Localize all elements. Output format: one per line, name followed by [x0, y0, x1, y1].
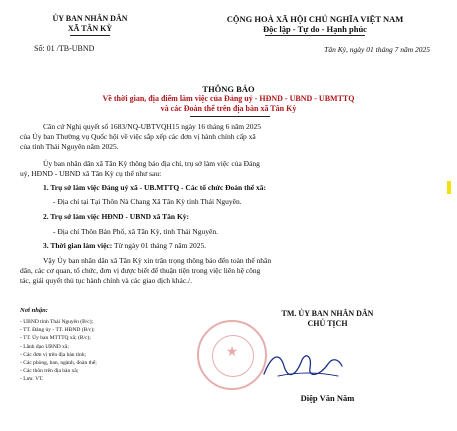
document-number: Số: 01 /TB-UBND: [34, 44, 95, 53]
issuer-org: ỦY BAN NHÂN DÂN: [52, 14, 128, 23]
body-p3-line3: tác, giải quyết thủ tục hành chính và các giao dịch khác./.: [20, 276, 193, 285]
body-p2-line1: Ủy ban nhân dân xã Tân Kỳ thông báo địa chỉ, trụ sở làm việc của Đảng: [43, 159, 260, 168]
body-p1-line3: của tỉnh Thái Nguyên năm 2025.: [20, 142, 119, 151]
issuer-underline: [70, 35, 110, 36]
highlight-mark: [447, 181, 451, 194]
recipient-item: - Các đơn vị trên địa bàn tỉnh;: [20, 351, 86, 358]
national-motto: Độc lập - Tự do - Hạnh phúc: [263, 24, 367, 34]
issuer-commune: XÃ TÂN KỲ: [67, 24, 113, 33]
body-p3-line1: Vậy Ủy ban nhân dân xã Tân Kỳ xin trân trọng thông báo đến toàn thể nhân: [43, 256, 272, 265]
item2-title: 2. Trụ sở làm việc HĐND - UBND xã Tân Kỳ:: [43, 212, 190, 221]
item3: [43, 241, 206, 250]
document-subject-line2: và các Đoàn thể trên địa bàn xã Tân Kỳ: [160, 104, 297, 113]
subject-underline: [190, 116, 270, 117]
item3-title: 3. Thời gian làm việc:: [43, 241, 113, 250]
body-p3-line2: dân, các cơ quan, tổ chức, đơn vị được biết để thuận tiện trong việc liên hệ công: [20, 266, 261, 275]
national-title: CỘNG HOÀ XÃ HỘI CHỦ NGHĨA VIỆT NAM: [226, 14, 404, 24]
body-p2-line2: uỷ, HĐND - UBND xã Tân Kỳ cụ thể như sau:: [20, 169, 162, 178]
recipient-item: - TT. Đảng ủy - TT. HĐND (B/c);: [20, 327, 95, 334]
motto-underline: [265, 35, 365, 36]
seal-star-icon: ★: [225, 345, 239, 360]
recipient-item: - Lãnh đạo UBND xã;: [20, 343, 69, 350]
item1-title: 1. Trụ sở làm việc Đảng uỷ xã - UB.MTTQ - Các tổ chức Đoàn thể xã:: [43, 183, 266, 192]
recipient-item: - Các phòng, ban, ngành, đoàn thể;: [20, 360, 97, 367]
recipient-item: - UBND tỉnh Thái Nguyên (B/c);: [20, 319, 94, 325]
document-subject-line1: Về thời gian, địa điểm làm việc của Đảng uỷ - HĐND - UBND - UBMTTQ: [102, 94, 355, 103]
signature-title: CHỦ TỊCH: [307, 319, 348, 328]
recipients-heading: Nơi nhận:: [20, 307, 48, 314]
recipients-list: [20, 318, 97, 384]
item2-detail: - Địa chỉ Thôn Bản Phố, xã Tân Kỳ, tỉnh Thái Nguyên.: [53, 227, 218, 236]
recipient-item: - Các thôn trên địa bàn xã;: [20, 368, 79, 375]
item3-value: Từ ngày 01 tháng 7 năm 2025.: [113, 241, 207, 250]
recipient-item: - TT. Ủy ban MTTTQ xã; (B/c);: [20, 335, 91, 342]
official-seal: [197, 320, 267, 390]
signer-name: Diệp Văn Năm: [300, 393, 355, 403]
recipient-item: - Lưu: VT.: [20, 376, 44, 383]
signature-authority: TM. ỦY BAN NHÂN DÂN: [281, 309, 374, 318]
handwritten-signature: [258, 346, 348, 386]
body-p1-line2: của Ủy ban Thường vụ Quốc hội về việc sắp xếp các đơn vị hành chính cấp xã: [20, 132, 256, 141]
document-type: THÔNG BÁO: [202, 84, 255, 94]
body-p1-line1: Căn cứ Nghị quyết số 1683/NQ-UBTVQH15 ngày 16 tháng 6 năm 2025: [43, 122, 261, 131]
place-and-date: Tân Kỳ, ngày 01 tháng 7 năm 2025: [324, 45, 430, 54]
item1-detail: - Địa chỉ tại Tại Thôn Nà Chang Xã Tân Kỳ tỉnh Thái Nguyên.: [53, 197, 242, 206]
